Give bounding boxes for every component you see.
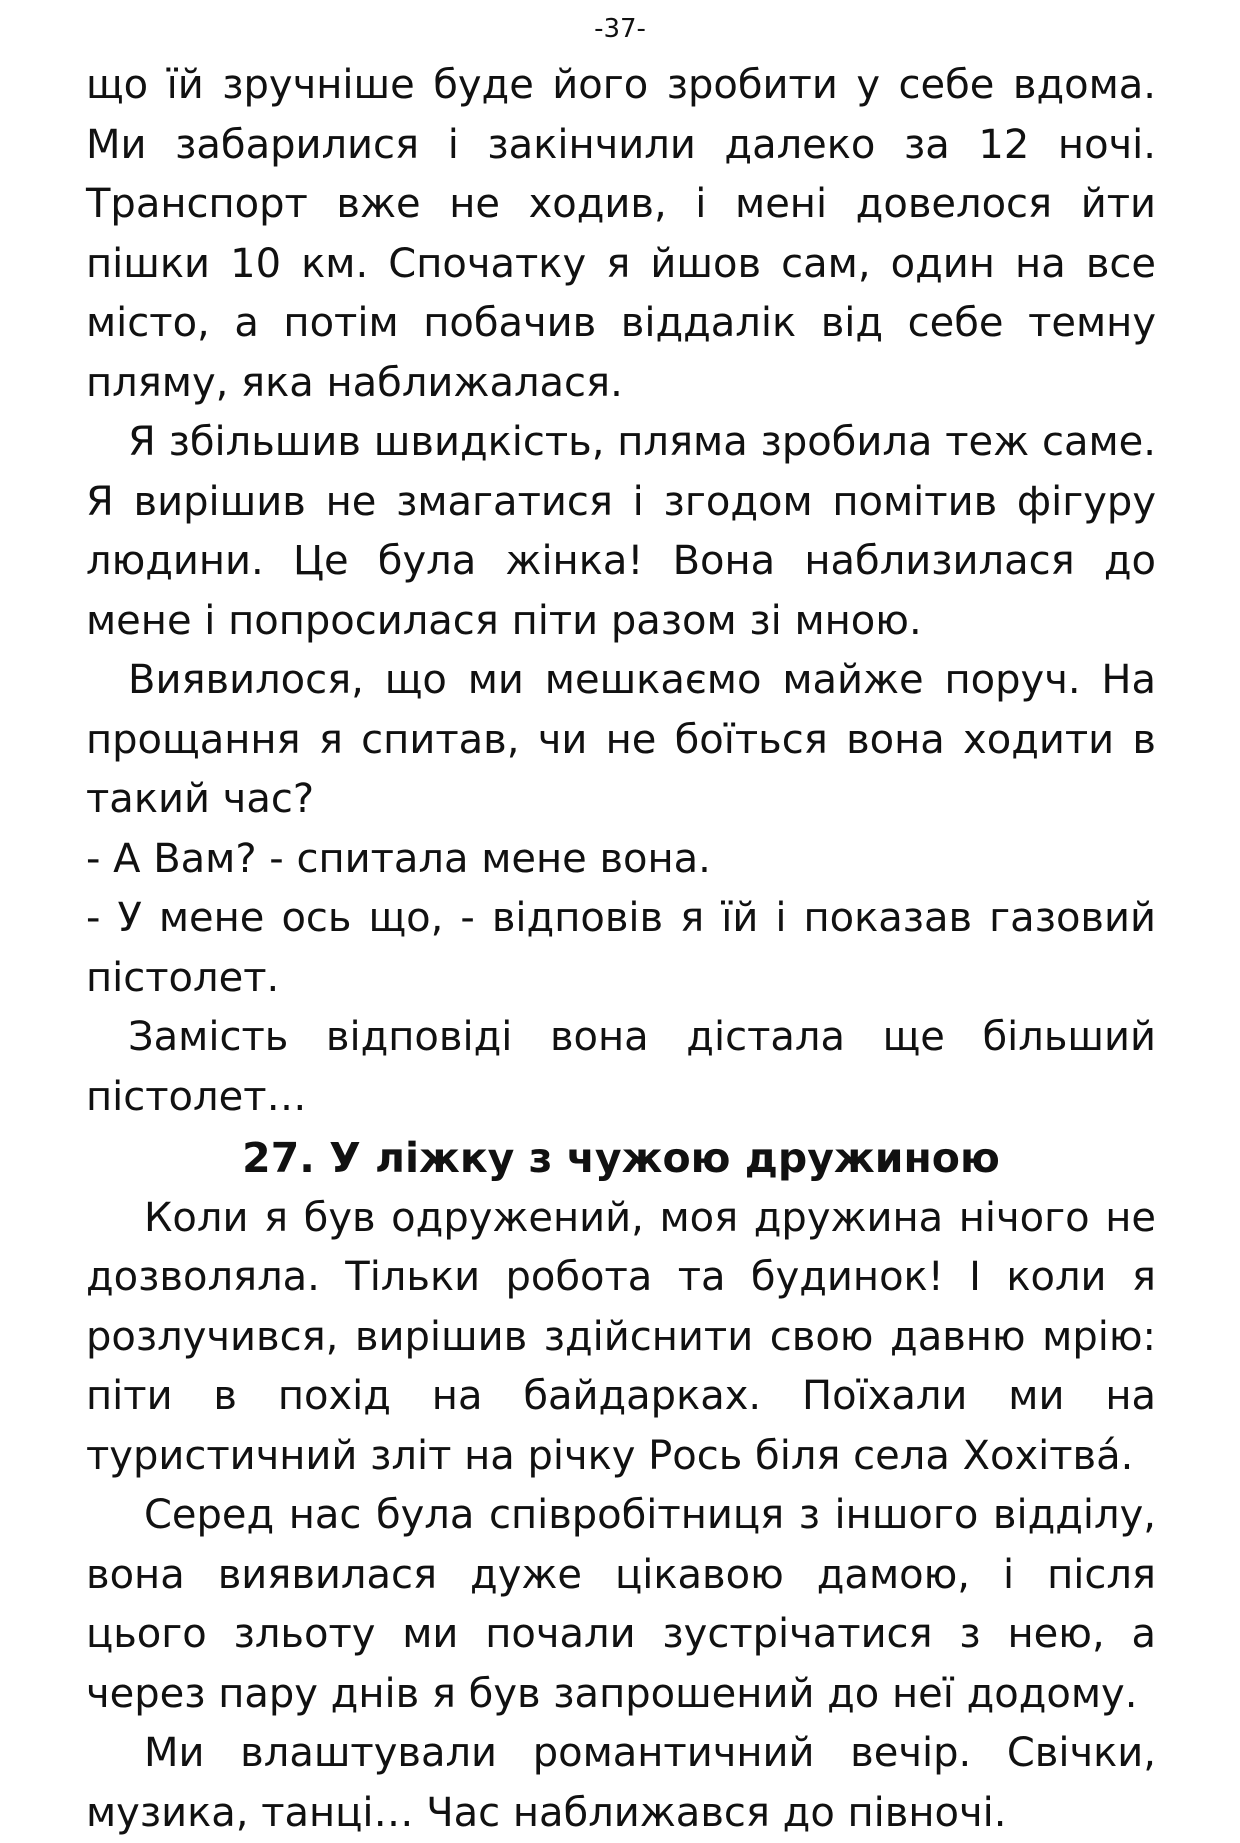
paragraph: Я збільшив швидкість, пляма зробила теж саме. Я вирішив не змагатися і згодом помітив фігуру людини. Це була жінка! Вона наблизилася до мене і попросилася піти разом зі мною. (86, 419, 1156, 644)
paragraph: що їй зручніше буде його зробити у себе вдома. Ми забарилися і закінчили далеко за 12 ночі. Транспорт вже не ходив, і мені довелося йти пішки 10 км. Спочатку я йшов сам, один на все місто, а потім побачив віддалік від себе темну пляму, яка наближалася. (86, 62, 1156, 406)
paragraph: Серед нас була співробітниця з іншого відділу, вона виявилася дуже цікавою дамою, і після цього зльоту ми почали зустрічатися з нею, а через пару днів я був запрошений до неї додому. (86, 1492, 1156, 1717)
dialogue-line: - А Вам? - спитала мене вона. (86, 835, 711, 882)
paragraph: Замість відповіді вона дістала ще більший пістолет… (86, 1014, 1156, 1120)
page-number: -37- (594, 14, 646, 44)
chapter-heading: 27. У ліжку з чужою дружиною (242, 1134, 1000, 1182)
page-body (86, 56, 1156, 1843)
paragraph: Ми влаштували романтичний вечір. Свічки, музика, танці… Час наближався до півночі. (86, 1730, 1156, 1836)
paragraph: Виявилося, що ми мешкаємо майже поруч. На прощання я спитав, чи не боїться вона ходити в такий час? (86, 657, 1156, 822)
dialogue-line: - У мене ось що, - відповів я їй і показав газовий пістолет. (86, 895, 1156, 1001)
paragraph: Коли я був одружений, моя дружина нічого не дозволяла. Тільки робота та будинок! І коли я розлучився, вирішив здійснити свою давню мрію: піти в похід на байдарках. Поїхали ми на туристичний зліт на річку Рось біля села Хохітва́. (86, 1194, 1156, 1479)
